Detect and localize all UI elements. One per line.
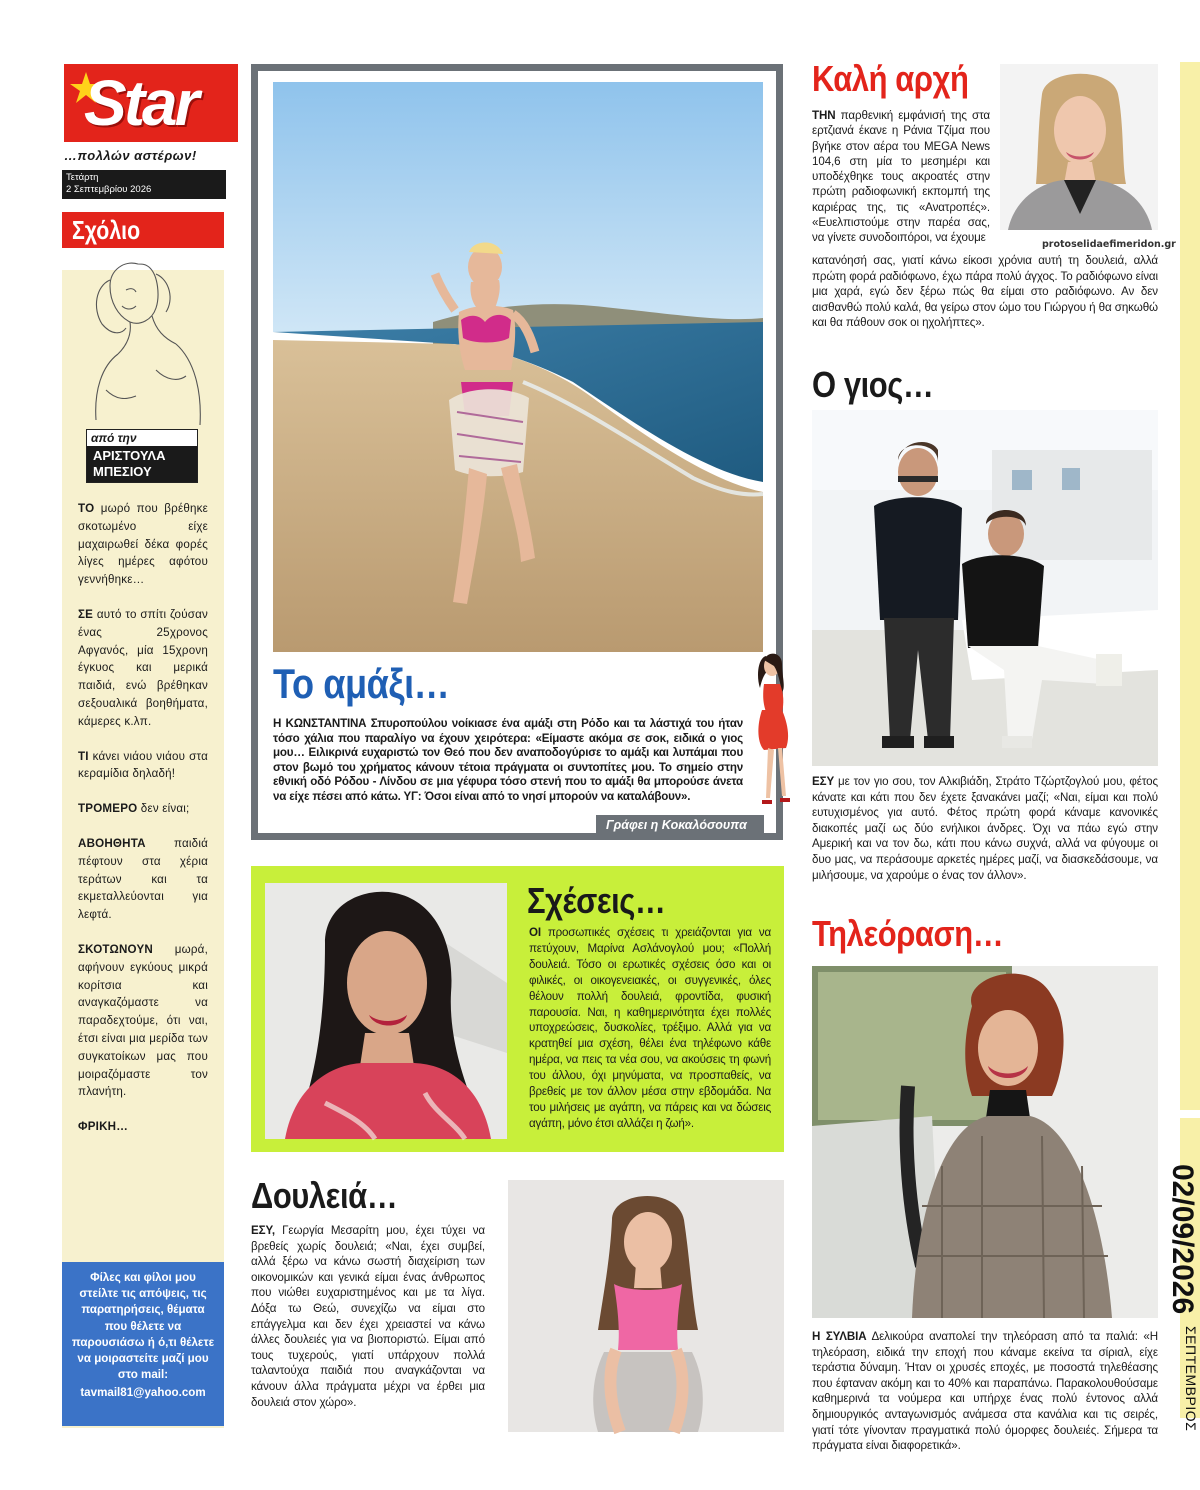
byline-prefix: από την [91, 431, 137, 445]
comment-label-text: Σχόλιο [72, 215, 141, 245]
sxeseis-headline: Σχέσεις… [527, 880, 666, 921]
site-watermark: protoselidaefimeridon.gr [1042, 239, 1176, 250]
logo-text: Star [84, 67, 197, 139]
masthead-day: Τετάρτη [66, 172, 99, 183]
kali-arxi-body-wide: κατανόησή σας, γιατί κάνω είκοσι χρόνια αυτή τη δουλειά, αλλά πρώτη φορά ραδιόφωνο, έχω πάρα πολύ άγχος. Το ραδιόφωνο είναι μια χαρά, εγώ δεν ξέρω πώς θα είμαι στο ραδιόφωνο. Αν δεν αισθανθώ πολύ καλά, θα γείρω στον ώμο του Γιώργου ή θα σηκωθώ και θα πάθουν σοκ οι ηχολήπτες». [812, 254, 1158, 329]
kali-arxi-headline: Καλή αρχή [812, 58, 969, 99]
side-strip-top [1180, 62, 1200, 1110]
sylvia-photo [812, 966, 1158, 1318]
rania-portrait [1000, 64, 1158, 230]
kokalosoupa-illustration [752, 648, 794, 818]
masthead-tagline: …πολλών αστέρων! [64, 148, 197, 163]
beach-photo [273, 82, 763, 652]
tileorasi-headline: Τηλεόραση… [812, 913, 1004, 954]
kali-arxi-body-narrow: ΤΗΝ παρθενική εμφάνισή της στα ερτζιανά έκανε η Ράνια Τζίμα που βγήκε στον αέρα του MEGA News 104,6 στη μία το μεσημέρι και υποδέχθηκε τους ακροατές στην πρώτη ραδιοφωνική εκπομπή της καριέρας της, τις «Ανατροπές». «Ευελπιστούμε στην παρέα σας, να γίνετε συνοδοιπόροι, να έχουμε [812, 109, 990, 245]
comment-section-label [62, 212, 224, 248]
contact-box [62, 1262, 224, 1426]
comment-paragraph: ΤΟ μωρό που βρέθηκε σκοτωμένο είχε μαχαιρωθεί δέκα φορές λίγες ημέρες αφότου γεννήθηκε… [78, 502, 208, 587]
comment-paragraph: ΤΡΟΜΕΡΟ δεν είναι; [78, 802, 190, 816]
side-strip-bottom [1166, 1118, 1200, 1432]
byline-box [86, 429, 198, 483]
marina-portrait [265, 883, 507, 1139]
masthead-date: 2 Σεπτεμβρίου 2026 [66, 184, 152, 195]
contact-email-link[interactable]: tavmail81@yahoo.com [80, 1386, 206, 1400]
comment-paragraph: ΦΡΙΚΗ… [78, 1120, 129, 1134]
father-son-photo [812, 410, 1158, 766]
amaxi-headline: Το αμάξι… [273, 660, 450, 707]
contact-text: Φίλες και φίλοι μου στείλτε τις απόψεις, τις παρατηρήσεις, θέματα που θέλετε να παρουσιάσω ή ό,τι θέλετε να μοιραστείτε μαζί μου στο mail: [71, 1271, 215, 1382]
sxeseis-body: ΟΙ προσωπικές σχέσεις τι χρειάζονται για να πετύχουν, Μαρίνα Ασλάνογλού μου; «Πολλή δουλειά. Τόσο οι ερωτικές σχέσεις όσο και οι φιλικές, οι οικογενειακές, οι συγγενικές, όλες θέλουν πολλή δουλειά, φροντίδα, φυσική παρουσία. Ναι, η καθημερινότητα έχει πολλές υποχρεώσεις, δυσκολίες, τρέξιμο. Αλλά για να κρατηθεί μια σχέση, θέλει ένα τηλέφωνο κάθε ημέρα, να πεις τα νέα σου, να ακούσεις τη φωνή του άλλου, όχι μηνύματα, να προσπαθείς, να βρεθείς με τον άλλον μέσα στην εβδομάδα. Να του μιλήσεις με αγάπη, να πάρεις και να δώσεις αγάπη, μόνο έτσι αλλάζει η ζωή». [529, 926, 771, 1130]
amaxi-body: Η ΚΩΝΣΤΑΝΤΙΝΑ Σπυροπούλου νοίκιασε ένα αμάξι στη Ρόδο και τα λάστιχά του ήταν τόσο χάλια που παραλίγο να έχουν χειρότερα: «Είμαστε ακόμα σε σοκ, ειδικά ο γιος μου… Ειλικρινά ευχαριστώ τον Θεό που δεν αναποδογύρισε το αμάξι και λυπάμαι που στον βωμό του χρήματος κάνουν τέτοια πράγματα οι συντοπίτες μου. Το σημείο στην εθνική οδό Ρόδου - Λίνδου σε μια γέφυρα τόσο στενή που το αμάξι θα μπορούσε άνετα να είχε πέσει από κάτω. ΥΓ: Όσοι είναι από το νησί μπορούν να καταλάβουν». [273, 717, 743, 803]
comment-paragraph: ΤΙ κάνει νιάου νιάου στα κεραμίδια δηλαδή! [78, 749, 208, 781]
signature-text: Γράφει η Κοκαλόσουπα [606, 818, 747, 832]
side-date: 02/09/2026 [1166, 1164, 1199, 1315]
comment-paragraph: ΑΒΟΗΘΗΤΑ παιδιά πέφτουν στα χέρια τεράτων και τα εκμεταλλεύονται για λεφτά. [78, 836, 208, 922]
comment-paragraph: ΣΕ αυτό το σπίτι ζούσαν ένας 25χρονος Αφγανός, μία 15χρονη έγκυος και μερικά παιδιά, ενώ βρέθηκαν σεξουαλικά βοηθήματα, κάμερες κ.λπ. [78, 607, 208, 728]
author-caricature [66, 250, 222, 450]
douleia-body: ΕΣΥ, Γεωργία Μεσαρίτη μου, έχει τύχει να βρεθείς χωρίς δουλειά; «Ναι, έχει συμβεί, αλλά ξέρω να κάνω σωστή διαχείριση των οικονομικών και γενικά είμαι ένας άνθρωπος που νιώθει ευχαριστημένος και με τα λίγα. Δόξα τω Θεώ, συνεχίζω να είμαι στο επάγγελμα και δεν έχει χρειαστεί να κάνω άλλες δουλειές για να βιοποριστώ. Είμαι από τους τυχερούς, γιατί υπάρχουν πολλά ταλαντούχα παιδιά που αναγκάζονται να κάνουν άλλα πράγματα μέχρι να έρθει μια δουλειά στον χώρο». [251, 1224, 485, 1409]
masthead-logo [64, 64, 238, 142]
byline-author: ΑΡΙΣΤΟΥΛΑ ΜΠΕΣΙΟΥ [87, 446, 197, 482]
amaxi-signature [596, 815, 764, 837]
georgia-portrait [508, 1180, 784, 1432]
comment-paragraph: ΣΚΟΤΩΝΟΥΝ μωρά, αφήνουν εγκύους μικρά κορίτσια και αναγκαζόμαστε να παραδεχτούμε, ότι ναι, έτσι είναι μια μερίδα των συγκατοίκων μας που μοιραζόμαστε τον πλανήτη. [78, 942, 208, 1099]
tileorasi-body: Η ΣΥΛΒΙΑ Δελικούρα αναπολεί την τηλεόραση από τα παλιά: «Η τηλεόραση, ειδικά την εποχή που κάναμε εκείνα τα σίριαλ, είχε τεράστια δύναμη. Ήταν οι χρυσές εποχές, με ποσοστά τηλεθέασης που έφταναν ακόμη και το 40% και παραπάνω. Παρακολουθούσαμε καθημερινά τα νούμερα και υπήρχε ένας πολύ έντονος αλλά δημιουργικός ανταγωνισμός ανάμεσα στα κανάλια και τις σειρές, γιατί τότε γίνονταν πραγματικά πολύ όμορφες δουλειές. Σήμερα τα πράγματα είναι διαφορετικά». [812, 1330, 1158, 1453]
o-gios-body: ΕΣΥ με τον γιο σου, τον Αλκιβιάδη, Στράτο Τζώρτζογλού μου, φέτος κάνατε και κάτι που δεν έχετε ξανακάνει μαζί; «Ναι, είμαι και πολύ ευτυχισμένος για αυτό. Φέτος πρώτη φορά κάναμε κανονικές διακοπές μαζί ως δύο ενήλικοι άνδρες. Όχι να πάω εγώ στην Αμερική και να τον δω, κάτι που κάνω συχνά, αλλά να φύγουμε οι δυο μας, να περάσουμε αρκετές ημέρες μαζί, να διασκεδάσουμε, να μιλήσουμε, να χαρούμε ο ένας τον άλλον». [812, 775, 1158, 882]
side-month: ΣΕΠΤΕΜΒΡΙΟΣ [1183, 1326, 1199, 1432]
douleia-headline: Δουλειά… [251, 1175, 398, 1216]
o-gios-headline: Ο γιος… [812, 364, 934, 405]
comment-body [78, 500, 208, 1153]
masthead-dateline [62, 170, 226, 199]
